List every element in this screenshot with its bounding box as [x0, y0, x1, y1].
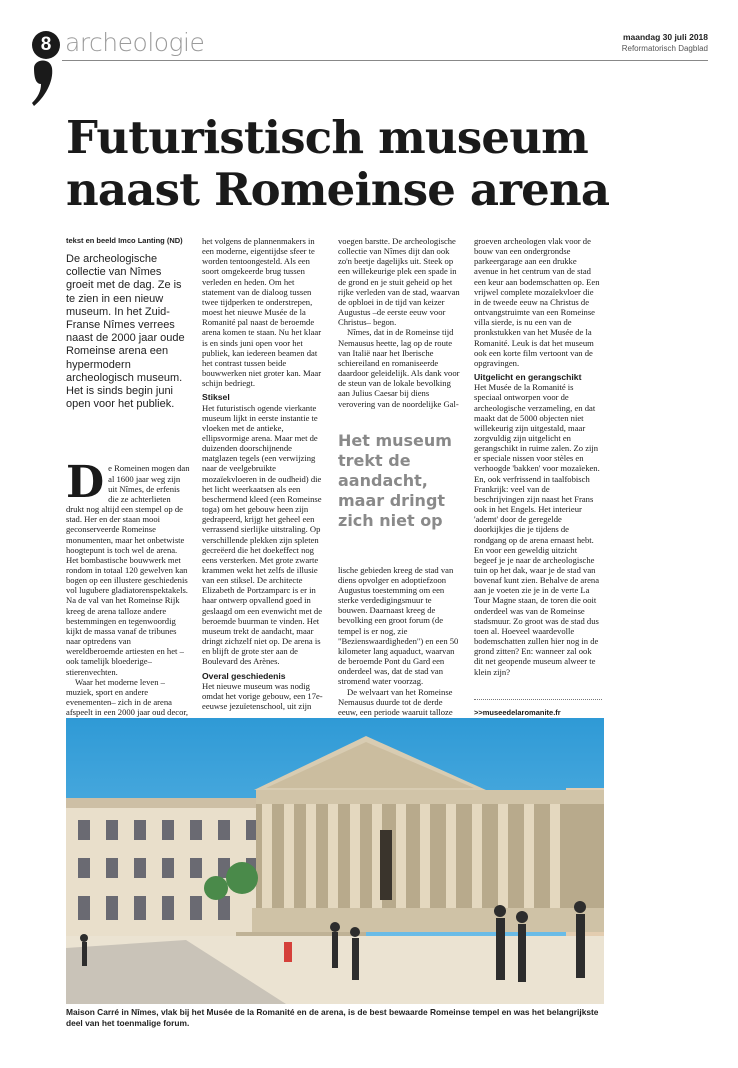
column-4 [474, 236, 602, 718]
body-paragraph: Het futuristisch ogende vierkante museum lijkt in eerste instantie te vloeken met de antieke, ellipsvormige arena. Maar met de duizenden doorschijnende matglazen tegels (een verwijzing naar de veelgebruikte mozaïekvloeren in de oudheid) die het licht weerkaatsen als een beschermend kleed (een Romeinse toga) om het gebouw heen zijn gedrapeerd, krijgt het geheel een verrassend sierlijke uitstraling. Op verschillende plekken zijn spleten gecreëerd die het doekeffect nog eens versterken. Met grote zwarte krammen wekt het zelfs de illusie van een stiksel. De architecte Elizabeth de Portzamparc is er in haar ontwerp opvallend goed in geslaagd om een evenwicht met de beroemde buurman te vinden. Het museum trekt de aandacht, maar dringt zichzelf niet op. De arena is en blijft de grote ster aan de Boulevard des Arènes. [202, 402, 323, 667]
body-paragraph: het volgens de plannenmakers in een moderne, eigentijdse sfeer te worden tentoongesteld. Als een soort omgekeerde brug tussen verleden en heden. Om het statement van de dialoog tussen twee tijdperken te onderstrepen, moest het nieuwe Musée de la Romanité pal naast de beroemde arena komen te staan. Nu het klaar is en sinds juni open voor het publiek, kan iedereen beamen dat het contrast tussen beide bouwwerken niet groter kan. Maar schijn bedriegt. [202, 236, 322, 389]
newspaper-name: Reformatorisch Dagblad [621, 44, 708, 53]
body-paragraph: De welvaart van het Romeinse Nemausus duurde tot de derde eeuw, een periode waaruit talloze [338, 686, 453, 717]
pull-quote: Het museum trekt de aandacht, maar dringt zich niet op [338, 430, 452, 530]
subheading-overal-geschiedenis: Overal geschiedenis [202, 670, 286, 681]
header-divider [62, 60, 708, 61]
comma-logo-icon [28, 54, 58, 110]
body-paragraph: Het Musée de la Romanité is speciaal ontworpen voor de archeologische verzameling, en dat maakt dat de 5000 objecten niet willekeurig zijn uitgestald, maar zorgvuldig zijn uitgelicht en gerangschikt in ruime zalen. Zo zijn er speciale nissen voor stèles en verhoogde 'bakken' voor mozaïeken. En, ook verfrissend in taalfobisch Frankrijk: veel van de beschrijvingen zijn naast het Frans ook in het Engels. Het interieur 'ademt' door de geregelde doorkijkjes die je tijdens de rondgang op de arena ernaast hebt. En voor een geweldig uitzicht begeef je je naar de archeologische tuin op het dak, waar je de stad van bovenaf kunt zien. Behalve de arena aan je voeten zie je in de verte La Tour Magne staan, de toren die ooit onderdeel was van de Romeinse stadsmuur. Zo groot was de stad dus toen al. Hoeveel waardevolle bodemschatten zullen hier nog in de grond zitten? En: wanneer zal ook dit net geopende museum alweer te klein zijn? [474, 382, 600, 677]
maison-carree-photo [66, 718, 604, 1004]
museum-link[interactable]: >>museedelaromanite.fr [474, 707, 561, 717]
page-header [32, 30, 708, 62]
article-body [66, 236, 706, 718]
body-paragraph: Waar het moderne leven –muziek, sport en andere evenementen– zich in de arena afspeelt in een 2000 jaar oud decor, [66, 676, 189, 718]
article-headline [66, 112, 706, 216]
body-paragraph: lische gebieden kreeg de stad van diens opvolger en adoptiefzoon Augustus toestemming om een sterke verdedigingsmuur te bouwen. Daarnaast kreeg de bevolking een groot forum (de tempel is er nog, zie "Bezienswaardigheden") en een 50 kilometer lang aquaduct, waarvan de beroemde Pont du Gard een onderdeel was, dat de stad van stromend water voorzag. [338, 564, 459, 687]
body-paragraph: groeven archeologen vlak voor de bouw van een ondergrondse parkeergarage aan een drukke avenue in het centrum van de stad een keur aan bodemschatten op. Een vrijwel complete mozaïekvloer die in de tweede eeuw na Christus de ontvangstruimte van een Romeinse villa sierde, is nu een van de pronkstukken van het Musée de la Romanité. Leuk is dat het museum ook een korte film vertoont van de opgravingen. [474, 236, 600, 368]
link-divider [474, 699, 602, 700]
subheading-stiksel: Stiksel [202, 392, 230, 403]
headline-line-2: naast Romeinse arena [66, 163, 610, 216]
column-1 [66, 236, 190, 768]
masthead-info [622, 32, 708, 53]
subheading-uitgelicht: Uitgelicht en gerangschikt [474, 372, 582, 383]
lead-paragraph: De archeologische collectie van Nîmes groeit met de dag. Ze is te zien in een nieuw museum. In het Zuid-Franse Nîmes verrees naast de 2000 jaar oude Romeinse arena een hypermodern archeologisch museum. Het is sinds begin juni open voor het publiek. [66, 253, 185, 411]
column-2 [202, 236, 326, 711]
body-paragraph: Nîmes, dat in de Romeinse tijd Nemausus heette, lag op de route van Italië naar het Iberische schiereiland en romaniseerde daardoor geleidelijk. Als dank voor de steun van de lokale bevolking aan Julius Caesar bij diens verovering van de noordelijke Gal- [338, 327, 460, 409]
column-3 [338, 236, 462, 727]
body-paragraph: voegen barstte. De archeologische collectie van Nîmes dijt dan ook zo'n beetje dagelijks uit. Steek op een willekeurige plek een spade in de grond en je stuit geheid op het rijke verleden van de stad, waarvan de opbloei in de tijd van keizer Augustus –de eerste eeuw voor Christus– begon. [338, 236, 460, 328]
body-paragraph: Het nieuwe museum was nodig omdat het vorige gebouw, een 17e-eeuwse jezuïetenschool, uit zijn [202, 680, 323, 712]
byline: tekst en beeld Imco Lanting (ND) [66, 236, 183, 245]
issue-date: maandag 30 juli 2018 [622, 32, 708, 42]
article-photo [66, 718, 604, 1004]
headline-line-1: Futuristisch museum [66, 111, 588, 164]
photo-caption: Maison Carré in Nîmes, vlak bij het Musée de la Romanité en de arena, is de best bewaarde Romeinse tempel en was het belangrijkste deel van het toenmalige forum. [66, 1007, 599, 1028]
body-paragraph: e Romeinen mogen dan al 1600 jaar weg zijn uit Nîmes, de erfenis die ze achterlieten drukt nog altijd een stempel op de stad. Her en der staan mooi geconserveerde Romeinse monumenten, maar het onbetwiste hoogtepunt is toch wel de arena. Het bombastische bouwwerk met rondom in totaal 120 gewelven kan bogen op een illustere geschiedenis vol lugubere gladiatorenspektakels. Na de val van het Romeinse Rijk kreeg de arena talloze andere bestemmingen en tegenwoordig kijkt de massa vanaf de tribunes naar optredens van wereldberoemde artiesten en het –ook tamelijk bloederige– stierenvechten. [66, 463, 190, 677]
section-title: archeologie [65, 28, 205, 57]
page-number: 8 [32, 31, 60, 59]
drop-cap: D [66, 457, 105, 509]
